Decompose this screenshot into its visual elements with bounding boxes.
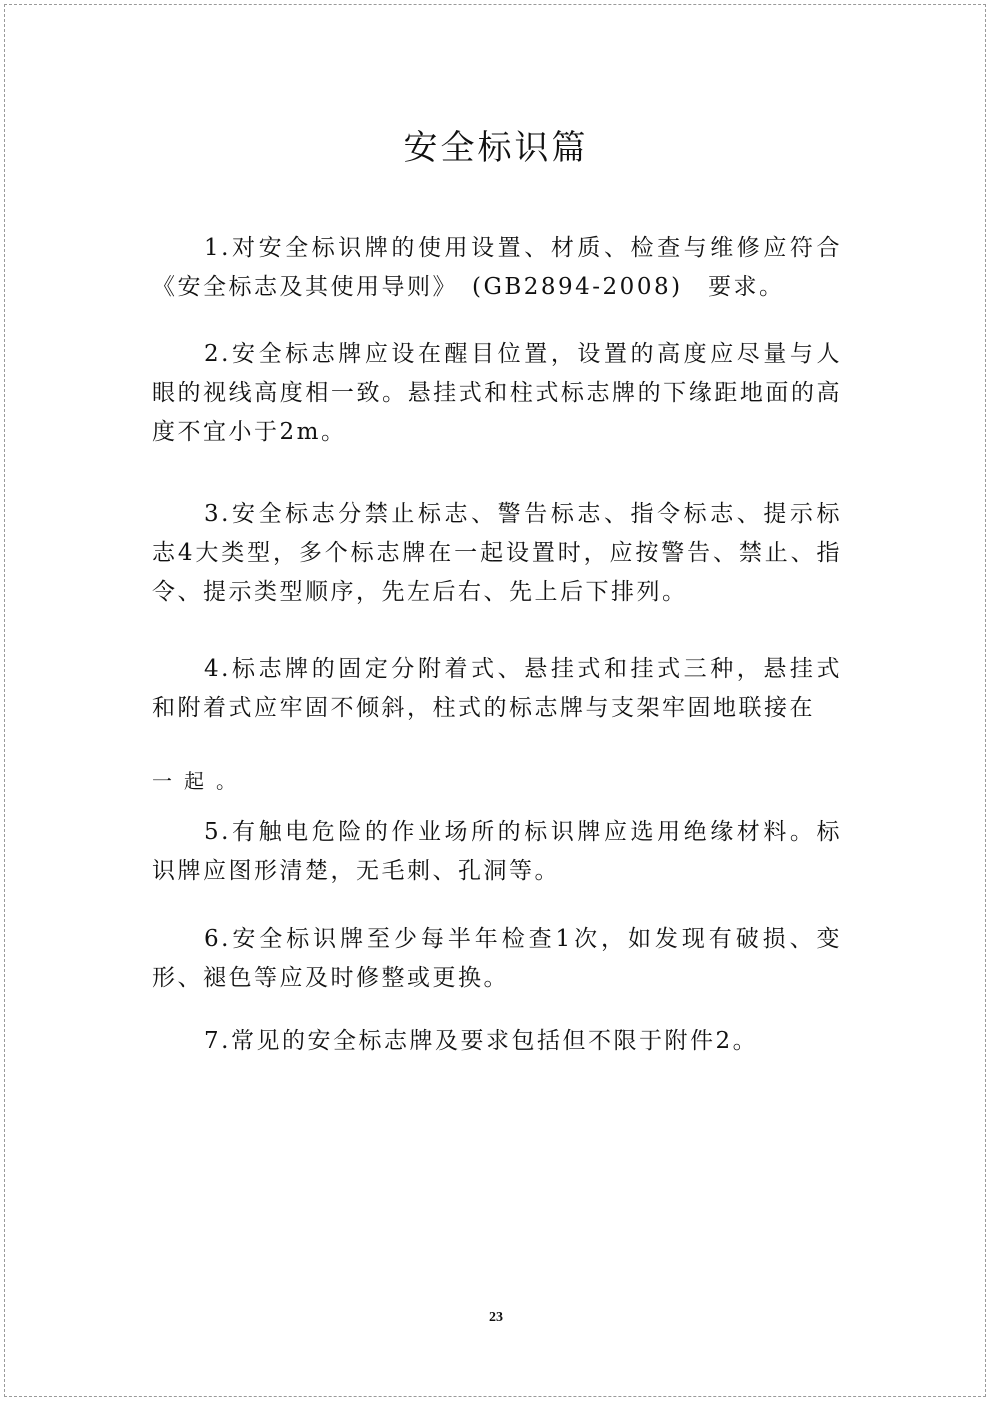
paragraph-5: 5.有触电危险的作业场所的标识牌应选用绝缘材料。标识牌应图形清楚，无毛刺、孔洞等。 (152, 819, 842, 884)
paragraph-7: 7.常见的安全标志牌及要求包括但不限于附件2。 (204, 1028, 759, 1054)
paragraph-1: 1.对安全标识牌的使用设置、材质、检查与维修应符合《安全标志及其使用导则》 (GB2894-2008) 要求。 (152, 235, 842, 300)
paragraph-4-continuation: 一起。 (152, 769, 248, 793)
paragraph-3: 3.安全标志分禁止标志、警告标志、指令标志、提示标志4大类型，多个标志牌在一起设置时，应按警告、禁止、指令、提示类型顺序，先左后右、先上后下排列。 (152, 501, 842, 605)
paragraph-4: 4.标志牌的固定分附着式、悬挂式和挂式三种，悬挂式和附着式应牢固不倾斜，柱式的标志牌与支架牢固地联接在 (152, 656, 842, 721)
paragraph-6: 6.安全标识牌至少每半年检查1次，如发现有破损、变形、褪色等应及时修整或更换。 (152, 926, 842, 991)
page-title: 安全标识篇 (403, 128, 589, 168)
page-number: 23 (489, 1310, 503, 1325)
paragraph-2: 2.安全标志牌应设在醒目位置，设置的高度应尽量与人眼的视线高度相一致。悬挂式和柱式标志牌的下缘距地面的高度不宜小于2m。 (152, 341, 842, 445)
